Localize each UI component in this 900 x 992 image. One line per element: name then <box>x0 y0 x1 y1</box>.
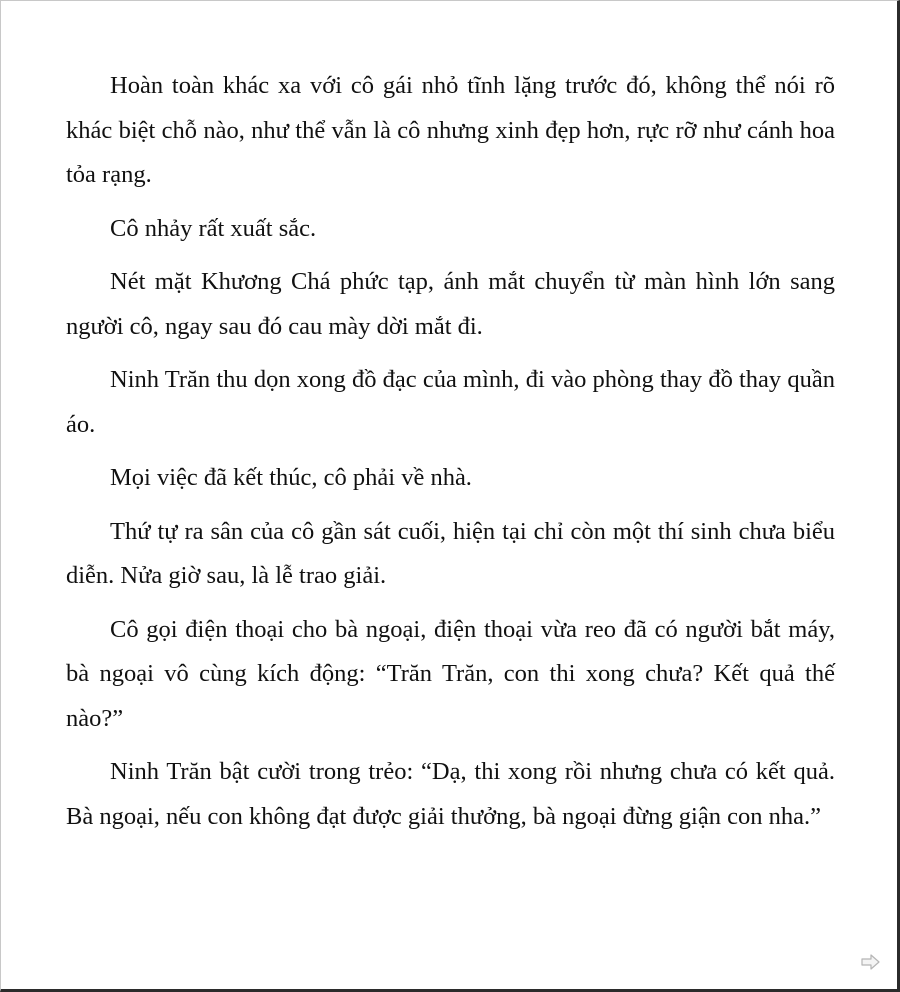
paragraph-8: Ninh Trăn bật cười trong trẻo: “Dạ, thi xong rồi nhưng chưa có kết quả. Bà ngoại, nếu con không đạt được giải thưởng, bà ngoại đừng giận con nha.” <box>66 758 835 830</box>
paragraph-2: Cô nhảy rất xuất sắc. <box>110 214 317 242</box>
next-page-button[interactable] <box>861 953 881 971</box>
paragraph-1: Hoàn toàn khác xa với cô gái nhỏ tĩnh lặng trước đó, không thể nói rõ khác biệt chỗ nào, như thể vẫn là cô nhưng xinh đẹp hơn, rực rỡ như cánh hoa tỏa rạng. <box>66 72 835 188</box>
paragraph-5: Mọi việc đã kết thúc, cô phải về nhà. <box>110 464 472 491</box>
paragraph-3: Nét mặt Khương Chá phức tạp, ánh mắt chuyển từ màn hình lớn sang người cô, ngay sau đó cau mày dời mắt đi. <box>66 268 835 340</box>
paragraph-4: Ninh Trăn thu dọn xong đồ đạc của mình, đi vào phòng thay đồ thay quần áo. <box>66 366 835 438</box>
arrow-right-icon <box>861 953 881 971</box>
paragraph-7: Cô gọi điện thoại cho bà ngoại, điện thoại vừa reo đã có người bắt máy, bà ngoại vô cùng kích động: “Trăn Trăn, con thi xong chưa? Kết quả thế nào?” <box>66 615 835 732</box>
paragraph-6: Thứ tự ra sân của cô gần sát cuối, hiện tại chỉ còn một thí sinh chưa biểu diễn. Nửa giờ sau, là lễ trao giải. <box>66 517 835 589</box>
document-page <box>66 64 835 848</box>
